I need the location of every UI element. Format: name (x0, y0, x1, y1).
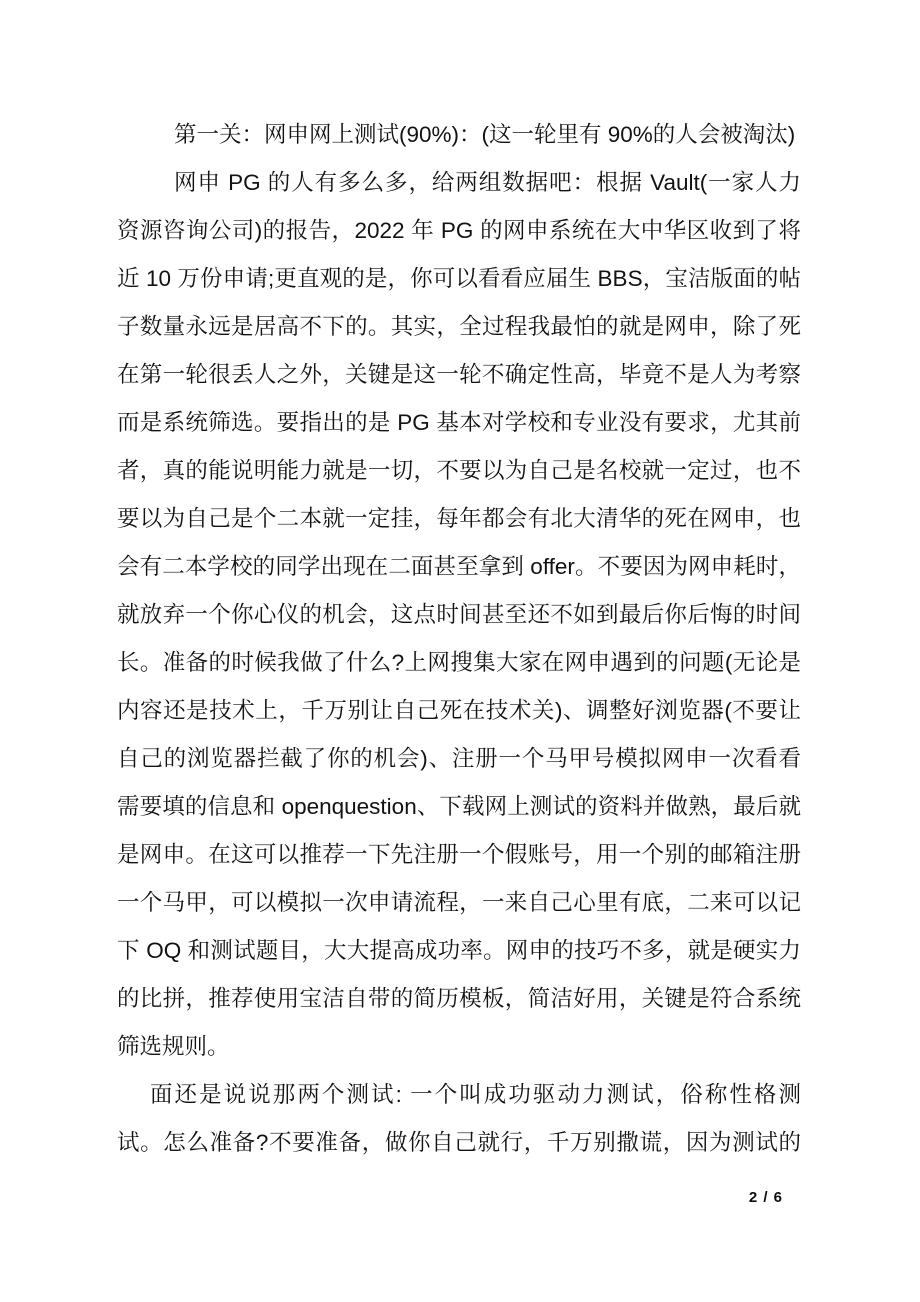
text-line: 自己的浏览器拦截了你的机会)、注册一个马甲号模拟网申一次看看 (117, 746, 801, 771)
paragraph-tests (117, 1071, 801, 1167)
text-line: 网申 PG 的人有多么多，给两组数据吧：根据 Vault(一家人力 (174, 170, 801, 195)
text-line: 是网申。在这可以推荐一下先注册一个假账号，用一个别的邮箱注册 (117, 842, 801, 867)
text-line: 试。怎么准备?不要准备，做你自己就行，千万别撒谎，因为测试的 (117, 1130, 801, 1155)
text-line: 第一关：网申网上测试(90%)：(这一轮里有 90%的人会被淘汰) (174, 122, 796, 147)
text-line: 需要填的信息和 openquestion、下载网上测试的资料并做熟，最后就 (117, 794, 801, 819)
text-line: 就放弃一个你心仪的机会，这点时间甚至还不如到最后你后悔的时间 (117, 602, 801, 627)
text-line: 一个马甲，可以模拟一次申请流程，一来自己心里有底，二来可以记 (117, 890, 801, 915)
text-line: 资源咨询公司)的报告，2022 年 PG 的网申系统在大中华区收到了将 (117, 218, 801, 243)
text-line: 而是系统筛选。要指出的是 PG 基本对学校和专业没有要求，尤其前 (117, 410, 801, 435)
page-number: 2 / 6 (748, 1189, 783, 1206)
text-line: 长。准备的时候我做了什么?上网搜集大家在网申遇到的问题(无论是 (117, 650, 801, 675)
paragraph-heading (117, 111, 801, 159)
text-line: 近 10 万份申请;更直观的是，你可以看看应届生 BBS，宝洁版面的帖 (117, 266, 801, 291)
document-body (117, 111, 801, 1167)
text-line: 的比拼，推荐使用宝洁自带的简历模板，简洁好用，关键是符合系统 (117, 986, 801, 1011)
text-line: 面还是说说那两个测试: 一个叫成功驱动力测试，俗称性格测 (150, 1082, 801, 1107)
text-line: 在第一轮很丢人之外，关键是这一轮不确定性高，毕竟不是人为考察 (117, 362, 801, 387)
text-line: 子数量永远是居高不下的。其实，全过程我最怕的就是网申，除了死 (117, 314, 801, 339)
paragraph-main (117, 159, 801, 1071)
text-line: 者，真的能说明能力就是一切，不要以为自己是名校就一定过，也不 (117, 458, 801, 483)
text-line: 要以为自己是个二本就一定挂，每年都会有北大清华的死在网申，也 (117, 506, 801, 531)
text-line: 下 OQ 和测试题目，大大提高成功率。网申的技巧不多，就是硬实力 (117, 938, 801, 963)
text-line: 筛选规则。 (117, 1034, 230, 1059)
text-line: 会有二本学校的同学出现在二面甚至拿到 offer。不要因为网申耗时， (117, 554, 801, 579)
text-line: 内容还是技术上，千万别让自己死在技术关)、调整好浏览器(不要让 (117, 698, 801, 723)
